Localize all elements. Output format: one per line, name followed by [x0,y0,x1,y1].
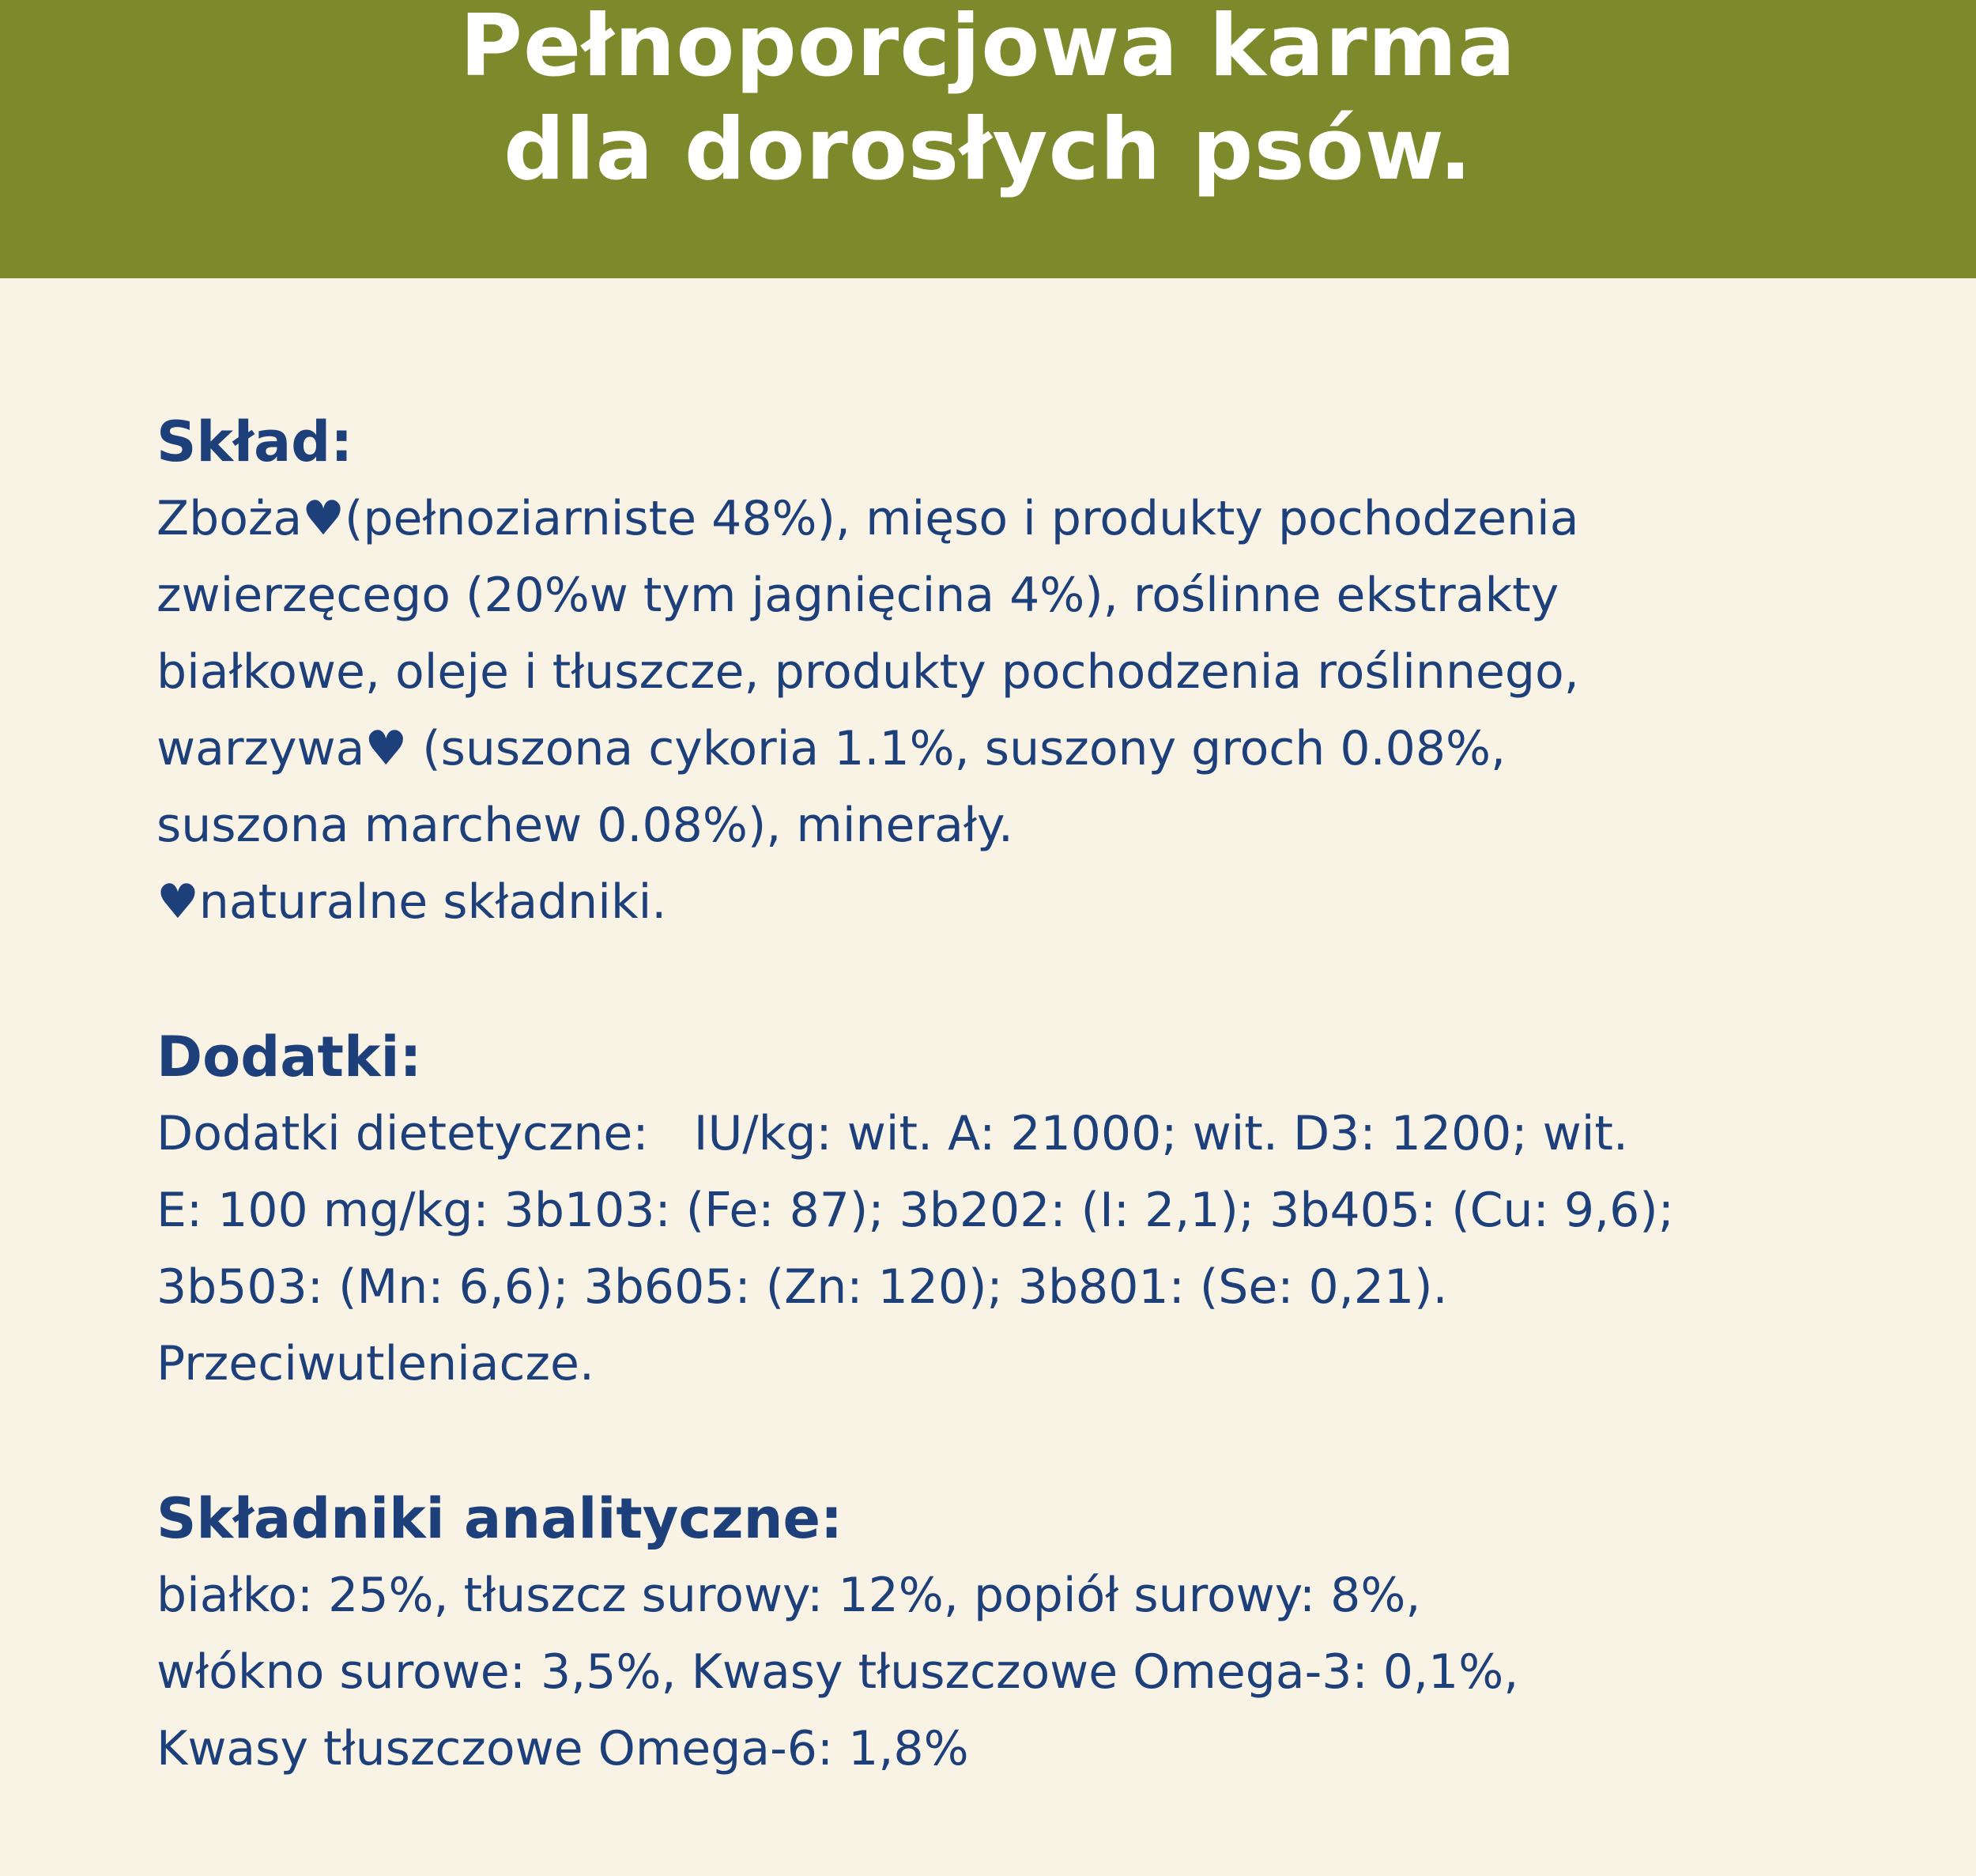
analityczne-line: Kwasy tłuszczowe Omega-6: 1,8% [156,1721,969,1776]
sklad-line: zwierzęcego (20%w tym jagnięcina 4%), roślinne ekstrakty [156,568,1559,623]
header-title-line-1: Pełnoporcjowa karma [459,0,1517,96]
label-content [156,403,1880,1787]
sklad-line: białkowe, oleje i tłuszcze, produkty pochodzenia roślinnego, [156,644,1579,700]
dodatki-line: Dodatki dietetyczne: IU/kg: wit. A: 21000; wit. D3: 1200; wit. [156,1106,1628,1161]
section-heading-sklad: Skład: [156,410,353,474]
sklad-line: suszona marchew 0.08%), minerały. [156,798,1013,853]
section-heading-analityczne: Składniki analityczne: [156,1486,843,1551]
analityczne-line: białko: 25%, tłuszcz surowy: 12%, popiół surowy: 8%, [156,1568,1421,1623]
dodatki-line: 3b503: (Mn: 6,6); 3b605: (Zn: 120); 3b801: (Se: 0,21). [156,1259,1448,1315]
section-sklad [156,403,1880,941]
section-spacer [156,1402,1880,1480]
sklad-line: Zboża♥(pełnoziarniste 48%), mięso i produkty pochodzenia [156,491,1579,546]
header-title-line-2: dla dorosłych psów. [503,100,1473,199]
section-spacer [156,941,1880,1018]
header-banner [0,0,1976,278]
section-heading-dodatki: Dodatki: [156,1025,422,1089]
section-skladniki-analityczne [156,1480,1880,1787]
section-dodatki [156,1018,1880,1402]
dodatki-line: Przeciwutleniacze. [156,1336,595,1391]
analityczne-line: włókno surowe: 3,5%, Kwasy tłuszczowe Omega-3: 0,1%, [156,1644,1519,1700]
sklad-footnote: ♥naturalne składniki. [156,874,667,930]
sklad-line: warzywa♥ (suszona cykoria 1.1%, suszony groch 0.08%, [156,721,1507,776]
dodatki-line: E: 100 mg/kg: 3b103: (Fe: 87); 3b202: (I: 2,1); 3b405: (Cu: 9,6); [156,1183,1674,1238]
